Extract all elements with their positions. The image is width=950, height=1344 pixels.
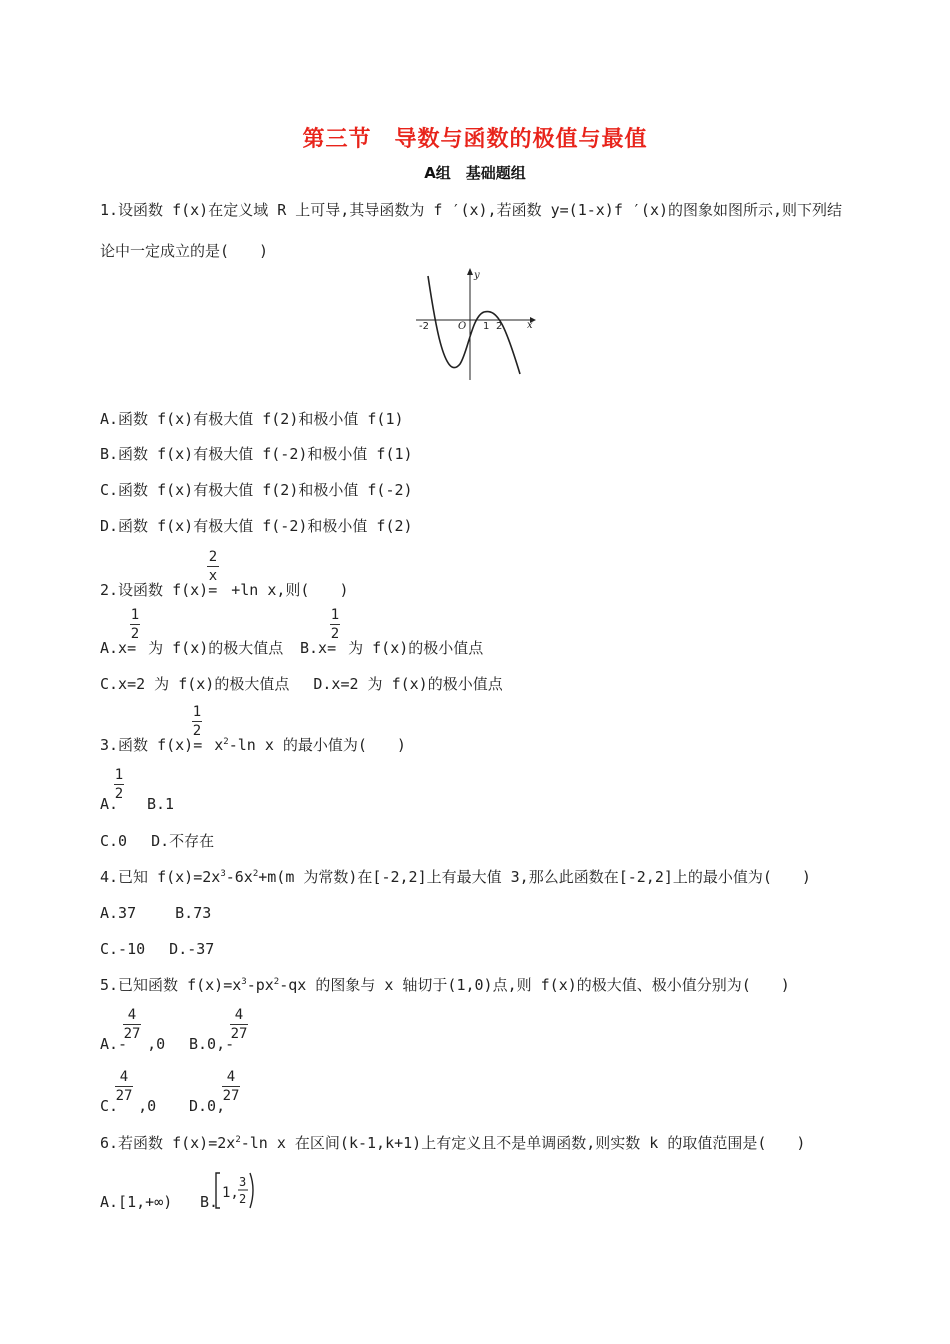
q6-option-b-den: 2 (239, 1192, 247, 1206)
question-5-option-a: A.- ,0 (100, 1035, 166, 1053)
question-1-stem-line2: 论中一定成立的是( ) (100, 242, 269, 260)
question-4-options-ab: A.37 B.73 (100, 904, 212, 922)
q2-stem-fraction: 2 x (208, 549, 218, 584)
question-5-option-c: C. ,0 (100, 1097, 157, 1115)
page-title: 第三节 导数与函数的极值与最值 (302, 127, 648, 152)
question-1-stem-line1: 1.设函数 f(x)在定义域 R 上可导,其导函数为 f ′(x),若函数 y=(1-x)f ′(x)的图象如图所示,则下列结 (100, 201, 843, 219)
q6-option-b-interval (214, 1170, 258, 1212)
q5-option-c-fraction: 4 27 (115, 1069, 133, 1104)
question-1-option-a: A.函数 f(x)有极大值 f(2)和极小值 f(1) (100, 410, 404, 428)
question-6-option-b-label: B. (200, 1193, 219, 1211)
question-1-option-c: C.函数 f(x)有极大值 f(2)和极小值 f(-2) (100, 481, 413, 499)
left-bracket-icon (216, 1173, 220, 1208)
q6-option-b-one: 1, (222, 1185, 239, 1201)
question-1-graph (410, 266, 540, 386)
question-3-stem: 3.函数 $f(x)= x^2-\ln$ x 的最小值为( ) (100, 736, 406, 754)
question-4-stem: 4.已知 $f(x)=2x^3-6x^2+m(m$ 为常数)在[-2,2]上有最大值 3,那么此函数在[-2,2]上的最小值为( ) (100, 868, 811, 886)
graph-curve (428, 276, 520, 374)
q5-option-d-fraction: 4 27 (222, 1069, 240, 1104)
question-2-option-a: A.x= 为 f(x)的极大值点 (100, 639, 284, 657)
q3-option-a-fraction: 1 2 (114, 767, 124, 802)
question-5-option-d: D.0, (189, 1097, 226, 1115)
question-6-option-a: A.[1,+∞) (100, 1193, 173, 1211)
question-3-option-a: A. (100, 795, 119, 813)
graph-label-origin: O (458, 321, 467, 332)
q6-option-b-num: 3 (239, 1175, 247, 1189)
q5-option-b-fraction: 4 27 (230, 1007, 248, 1042)
q2-option-a-fraction: 1 2 (130, 607, 140, 642)
question-3-option-b: B.1 (147, 795, 175, 813)
q5-option-a-fraction: 4 27 (123, 1007, 141, 1042)
graph-label-neg2: -2 (419, 321, 429, 332)
question-1-option-b: B.函数 f(x)有极大值 f(-2)和极小值 f(1) (100, 445, 413, 463)
question-5-stem: 5.已知函数 $f(x)=x^3-px^2-qx$ 的图象与 x 轴切于(1,0)点,则 f(x)的极大值、极小值分别为( ) (100, 976, 790, 994)
question-1-option-d: D.函数 f(x)有极大值 f(-2)和极小值 f(2) (100, 517, 413, 535)
graph-y-axis-arrow (467, 268, 473, 275)
graph-label-x: x (527, 320, 533, 331)
question-2-options-cd: C.x=2 为 f(x)的极大值点 D.x=2 为 f(x)的极小值点 (100, 675, 503, 693)
q2-stem-pre: 2.设函数 f(x)= (100, 581, 218, 599)
graph-label-y: y (474, 270, 480, 281)
question-6-stem: 6.若函数 $f(x)=2x^2-\ln$ x 在区间(k-1,k+1)上有定义且不是单调函数,则实数 k 的取值范围是( ) (100, 1134, 806, 1152)
question-2-option-b: B.x= 为 f(x)的极小值点 (300, 639, 484, 657)
question-2-stem (100, 579, 349, 600)
q2-option-b-fraction: 1 2 (330, 607, 340, 642)
question-3-options-cd: C.0 D.不存在 (100, 832, 215, 850)
graph-label-2: 2 (496, 321, 503, 332)
q2-stem-post: +ln x,则( ) (231, 581, 349, 599)
question-4-options-cd: C.-10 D.-37 (100, 940, 215, 958)
right-paren-icon (250, 1173, 253, 1208)
section-subtitle: A组 基础题组 (424, 164, 526, 182)
graph-label-1: 1 (483, 321, 490, 332)
q3-stem-fraction: 1 2 (192, 704, 202, 739)
question-5-option-b: B.0,- (189, 1035, 235, 1053)
